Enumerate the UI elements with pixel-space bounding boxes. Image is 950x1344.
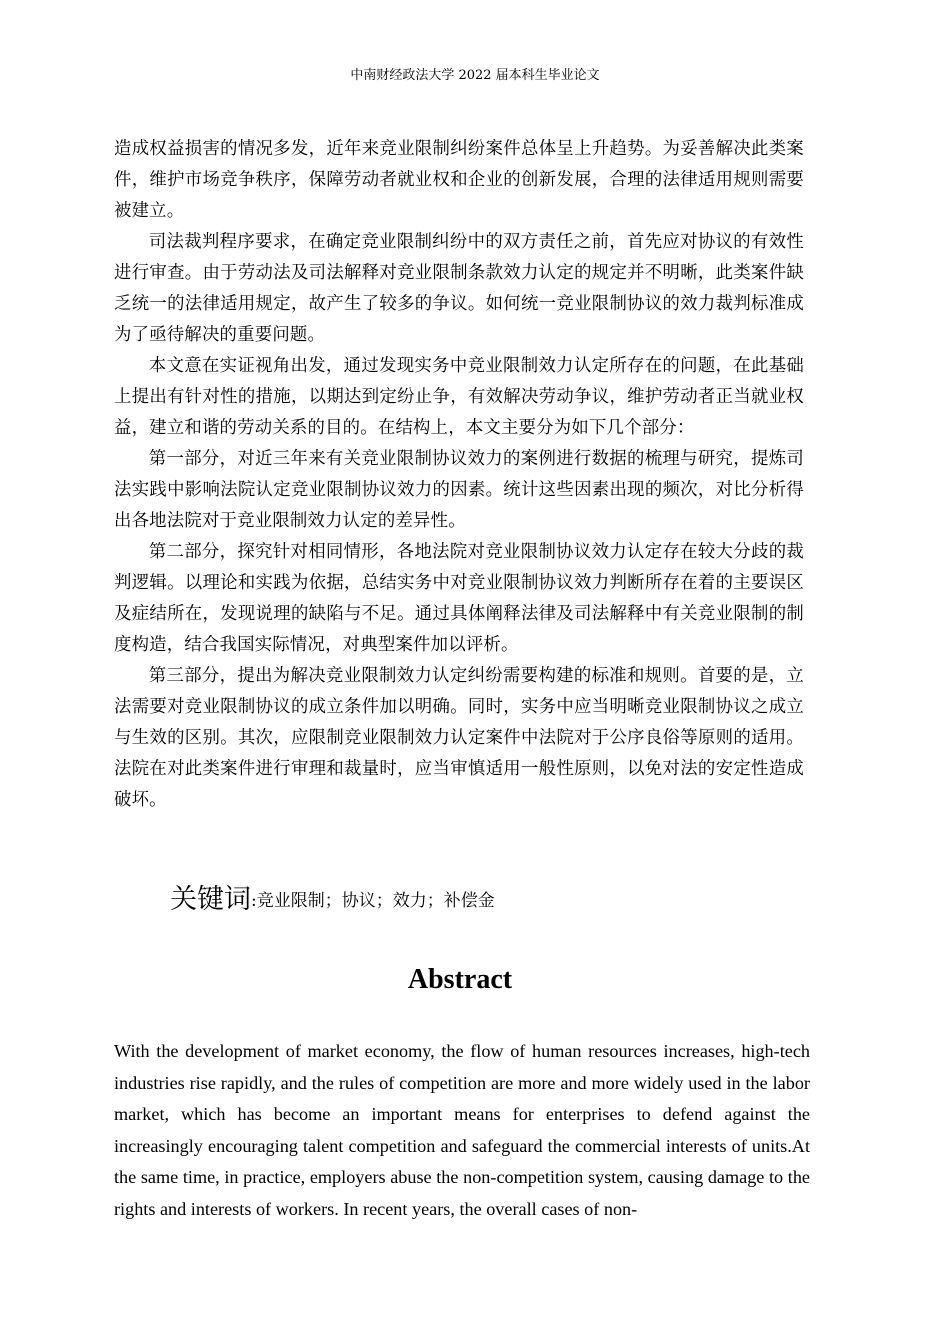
keywords-values: 竞业限制；协议；效力；补偿金 — [256, 891, 495, 911]
page-header — [0, 66, 950, 86]
cn-paragraph-4: 第一部分，对近三年来有关竞业限制协议效力的案例进行数据的梳理与研究，提炼司法实践中影响法院认定竞业限制协议效力的因素。统计这些因素出现的频次，对比分析得出各地法院对于竞业限制效力认定的差异性。 — [114, 449, 804, 531]
cn-paragraph-2: 司法裁判程序要求，在确定竞业限制纠纷中的双方责任之前，首先应对协议的有效性进行审查。由于劳动法及司法解释对竞业限制条款效力认定的规定并不明晰，此类案件缺乏统一的法律适用规定，故产生了较多的争议。如何统一竞业限制协议的效力裁判标准成为了亟待解决的重要问题。 — [114, 232, 804, 345]
cn-paragraph-6: 第三部分，提出为解决竞业限制效力认定纠纷需要构建的标准和规则。首要的是，立法需要对竞业限制协议的成立条件加以明确。同时，实务中应当明晰竞业限制协议之成立与生效的区别。其次，应限制竞业限制效力认定案件中法院对于公序良俗等原则的适用。法院在对此类案件进行审理和裁量时，应当审慎适用一般性原则，以免对法的安定性造成破坏。 — [114, 666, 804, 810]
chinese-abstract-body — [114, 134, 804, 816]
cn-paragraph-3: 本文意在实证视角出发，通过发现实务中竞业限制效力认定所存在的问题，在此基础上提出有针对性的措施，以期达到定纷止争，有效解决劳动争议，维护劳动者正当就业权益，建立和谐的劳动关系的目的。在结构上，本文主要分为如下几个部分： — [114, 356, 804, 438]
keywords-separator: : — [251, 891, 257, 911]
en-paragraph-1: With the development of market economy, the flow of human resources increases, high-tech industries rise rapidly, and the rules of competition are more and more widely used in the labor market, which has become an important means for enterprises to defend against the increasingly encouraging talent competition and safeguard the commercial interests of units.At the same time, in practice, employers abuse the non-competition system, causing damage to the rights and interests of workers. In recent years, the overall cases of non- — [114, 1041, 810, 1219]
cn-paragraph-1: 造成权益损害的情况多发，近年来竞业限制纠纷案件总体呈上升趋势。为妥善解决此类案件，维护市场竞争秩序，保障劳动者就业权和企业的创新发展，合理的法律适用规则需要被建立。 — [114, 139, 804, 221]
keywords-label: 关键词 — [170, 884, 251, 915]
english-abstract-body — [114, 1036, 810, 1225]
abstract-title: Abstract — [407, 964, 513, 995]
header-title: 中南财经政法大学 2022 届本科生毕业论文 — [350, 68, 600, 83]
cn-paragraph-5: 第二部分，探究针对相同情形，各地法院对竞业限制协议效力认定存在较大分歧的裁判逻辑。以理论和实践为依据，总结实务中对竞业限制协议效力判断所存在着的主要误区及症结所在，发现说理的缺陷与不足。通过具体阐释法律及司法解释中有关竞业限制的制度构造，结合我国实际情况，对典型案件加以评析。 — [114, 542, 804, 655]
keywords-line — [170, 880, 810, 921]
